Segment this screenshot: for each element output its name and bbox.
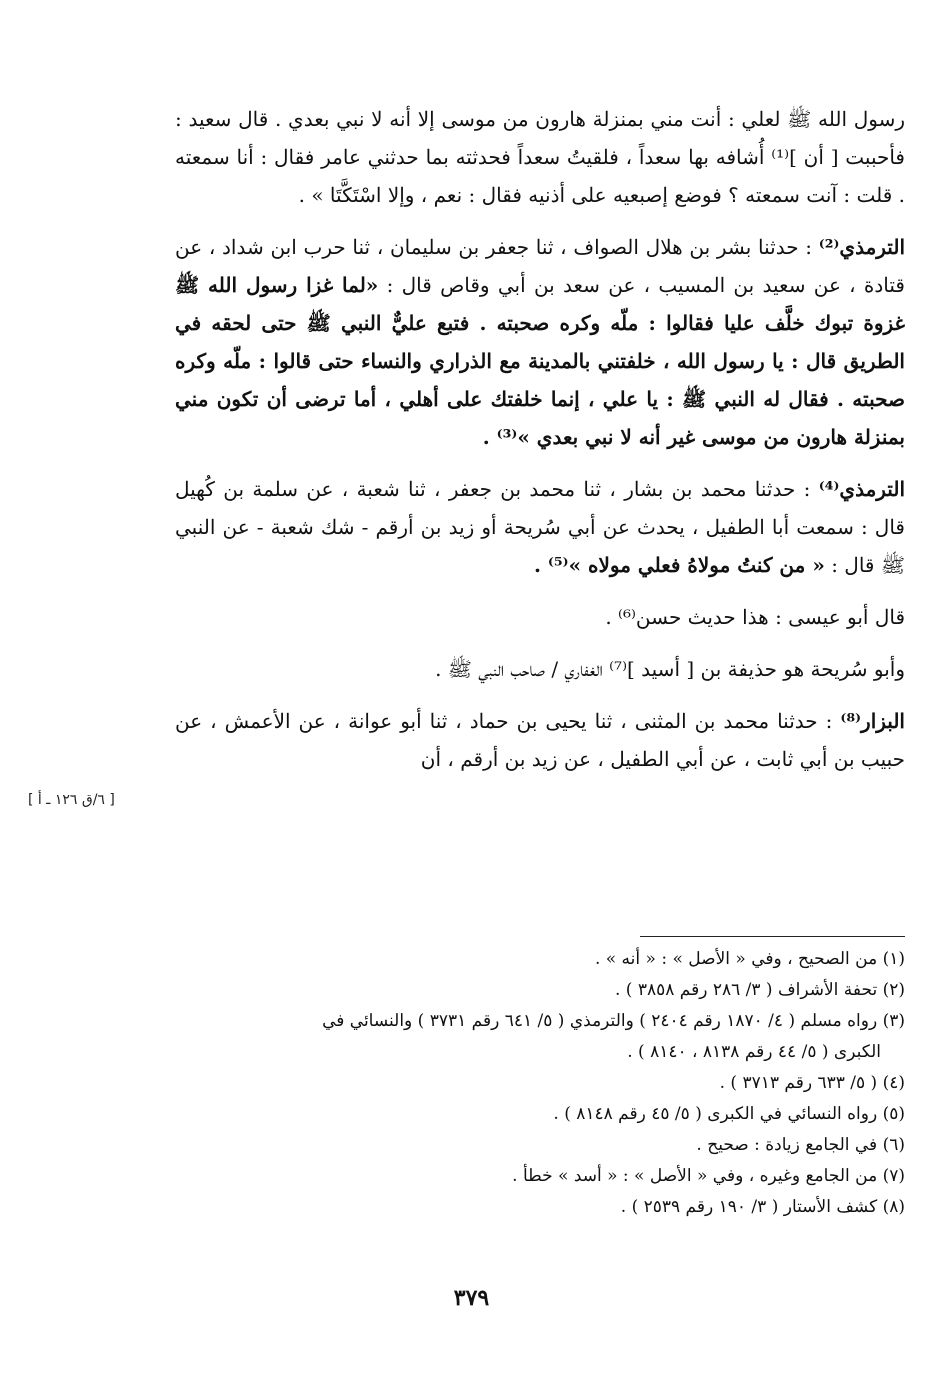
footnote-8: (٨) كشف الأستار ( ٣/ ١٩٠ رقم ٢٥٣٩ ) . xyxy=(620,1197,905,1217)
paragraph-5: وأبو سُريحة هو حذيفة بن [ أسيد ]⁽⁷⁾ الغفاري / صاحب النبي ﷺ . xyxy=(435,657,905,681)
hadith-text: « من كنتُ مولاهُ فعلي مولاه »⁽⁵⁾ . xyxy=(533,553,825,577)
manuscript-folio-marker: [ ٦/ق ١٢٦ ـ أ ] xyxy=(28,792,115,808)
isnad-text: : حدثنا بشر بن هلال الصواف ، ثنا جعفر بن سليمان ، ثنا حرب ابن شداد ، عن قتادة ، عن سعيد بن المسيب ، عن سعد بن أبي وقاص قال : xyxy=(175,235,905,297)
paragraph-6 xyxy=(175,702,905,778)
footnote-3: (٣) رواه مسلم ( ٤/ ١٨٧٠ رقم ٢٤٠٤ ) والترمذي ( ٥/ ٦٤١ رقم ٣٧٣١ ) والنسائي في xyxy=(322,1011,905,1031)
source-label: الترمذي⁽²⁾ xyxy=(818,235,905,259)
main-text xyxy=(175,100,905,792)
footnote-6: (٦) في الجامع زيادة : صحيح . xyxy=(696,1135,905,1155)
footnote-3-continued: الكبرى ( ٥/ ٤٤ رقم ٨١٣٨ ، ٨١٤٠ ) . xyxy=(627,1042,881,1062)
isnad-text: : حدثنا محمد بن المثنى ، ثنا يحيى بن حماد ، ثنا أبو عوانة ، عن الأعمش ، عن حبيب بن أبي ثابت ، عن أبي الطفيل ، عن زيد بن أرقم ، أن xyxy=(175,709,905,771)
footnote-1: (١) من الصحيح ، وفي « الأصل » : « أنه » . xyxy=(594,949,905,969)
paragraph-2 xyxy=(175,228,905,456)
page-number: ٣٧٩ xyxy=(453,1285,490,1311)
paragraph-4: قال أبو عيسى : هذا حديث حسن⁽⁶⁾ . xyxy=(605,605,905,629)
source-label: الترمذي⁽⁴⁾ xyxy=(818,477,905,501)
source-label: البزار⁽⁸⁾ xyxy=(840,709,905,733)
footnotes xyxy=(175,944,905,1223)
footnote-2: (٢) تحفة الأشراف ( ٣/ ٢٨٦ رقم ٣٨٥٨ ) . xyxy=(615,980,905,1000)
footnote-5: (٥) رواه النسائي في الكبرى ( ٥/ ٤٥ رقم ٨١٤٨ ) . xyxy=(553,1104,905,1124)
isnad-text: : حدثنا محمد بن بشار ، ثنا محمد بن جعفر ، ثنا شعبة ، عن سلمة بن كُهيل قال : سمعت أبا الطفيل ، يحدث عن أبي سُريحة أو زيد بن أرقم - شك شعبة - عن النبي ﷺ قال : xyxy=(175,477,905,577)
footnote-4: (٤) ( ٥/ ٦٣٣ رقم ٣٧١٣ ) . xyxy=(719,1073,905,1093)
paragraph-3 xyxy=(175,470,905,584)
paragraph-1: رسول الله ﷺ لعلي : أنت مني بمنزلة هارون من موسى إلا أنه لا نبي بعدي . قال سعيد : فأحببت [ أن ]⁽¹⁾ أُشافه بها سعداً ، فلقيتُ سعداً فحدثته بما حدثني عامر فقال : أنا سمعته . قلت : آنت سمعته ؟ فوضع إصبعيه على أذنيه فقال : نعم ، وإلا اسْتَكَّتَا » . xyxy=(175,107,905,207)
hadith-text: «لما غزا رسول الله ﷺ غزوة تبوك خلَّف عليا فقالوا : ملّه وكره صحبته . فتبع عليٌّ النبي ﷺ حتى لحقه في الطريق قال : يا رسول الله ، خلفتني بالمدينة مع الذراري والنساء حتى قالوا : ملّه وكره صحبته . فقال له النبي ﷺ : يا علي ، إنما خلفتك على أهلي ، أما ترضى أن تكون مني بمنزلة هارون من موسى غير أنه لا نبي بعدي »⁽³⁾ . xyxy=(175,273,905,449)
footnote-7: (٧) من الجامع وغيره ، وفي « الأصل » : « أسد » خطأ . xyxy=(512,1166,905,1186)
footnote-divider xyxy=(640,936,905,937)
